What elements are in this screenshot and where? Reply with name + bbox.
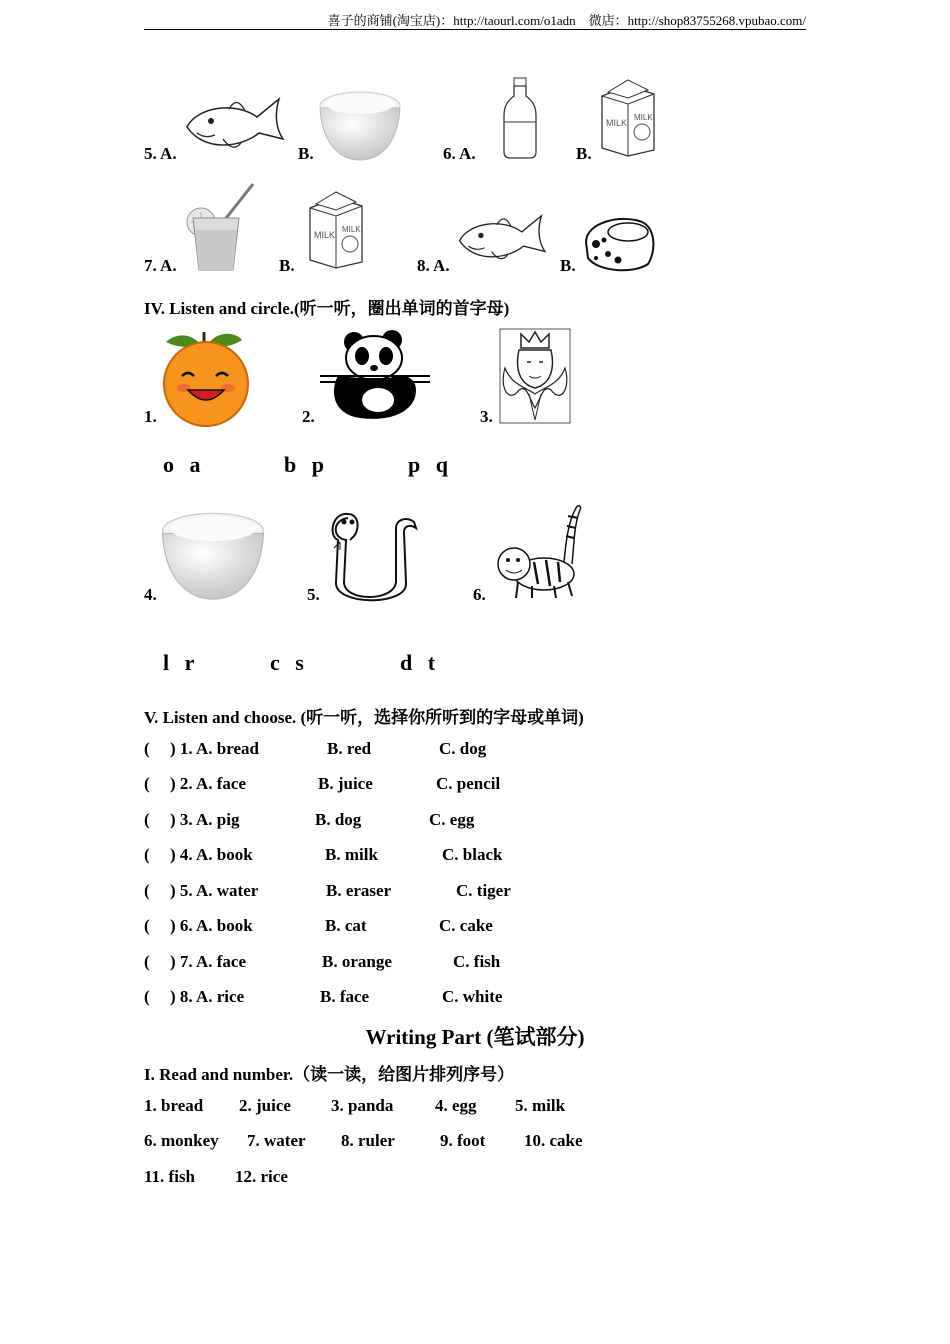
svg-text:MILK: MILK (606, 118, 628, 128)
q7-label-b: B. (279, 256, 295, 275)
svg-text:MILK: MILK (314, 230, 336, 240)
q6-option-b: B. cat (325, 916, 367, 935)
panda-icon (320, 330, 430, 424)
s4-letters-4: l r (163, 650, 195, 675)
q7-option-c: C. fish (453, 952, 501, 971)
q5-label-b: B. (298, 144, 314, 163)
q3-open-paren: ( (144, 810, 150, 829)
q1-option-c: C. dog (439, 739, 487, 758)
tiger-icon (494, 502, 584, 602)
word-4: 4. egg (435, 1096, 477, 1115)
word-7: 7. water (247, 1131, 306, 1150)
q4-option-c: C. black (442, 845, 503, 864)
word-9: 9. foot (440, 1131, 486, 1150)
rice-bowl-icon (160, 508, 266, 602)
q2-open-paren: ( (144, 774, 150, 793)
word-6: 6. monkey (144, 1131, 219, 1150)
word-3: 3. panda (331, 1096, 394, 1115)
q3-text: 3. A. pig (179, 810, 240, 829)
q4-close-paren: ) (170, 845, 176, 864)
q4-open-paren: ( (144, 845, 150, 864)
section-v-title: V. Listen and choose. (听一听，选择你所听到的字母或单词) (144, 708, 584, 727)
q6-text: 6. A. book (179, 916, 253, 935)
q1-option-a (170, 739, 259, 759)
q6-option-c: C. cake (439, 916, 493, 935)
word-5: 5. milk (515, 1096, 566, 1115)
fish-icon (183, 93, 291, 157)
s4-letters-1: o a (163, 452, 201, 477)
fish-icon (456, 210, 552, 268)
word-12: 12. rice (235, 1167, 288, 1186)
s4-q3-num: 3. (480, 407, 493, 426)
s4-q1-num: 1. (144, 407, 157, 426)
q6-option-a (170, 916, 253, 936)
q4-option-b: B. milk (325, 845, 378, 864)
q1-close-paren: ) (170, 739, 176, 758)
queen-icon (499, 328, 571, 424)
svg-text:MILK: MILK (634, 113, 653, 122)
q3-option-a (170, 810, 239, 830)
s4-q6-num: 6. (473, 585, 486, 604)
q5-open-paren: ( (144, 881, 150, 900)
q5-option-b: B. eraser (326, 881, 392, 900)
s4-q2-num: 2. (302, 407, 315, 426)
q5-text: 5. A. water (179, 881, 259, 900)
writing-section-i-title: I. Read and number.（读一读，给图片排列序号） (144, 1065, 515, 1084)
word-8: 8. ruler (341, 1131, 395, 1150)
q3-option-b: B. dog (315, 810, 362, 829)
q5-close-paren: ) (170, 881, 176, 900)
q5-option-a (170, 881, 258, 901)
q5-option-c: C. tiger (456, 881, 511, 900)
q4-option-a (170, 845, 253, 865)
q2-text: 2. A. face (179, 774, 247, 793)
word-11: 11. fish (144, 1167, 196, 1186)
s4-letters-3: p q (408, 452, 448, 477)
rice-bowl-icon (318, 88, 402, 162)
orange-icon (160, 326, 252, 424)
q8-label-a: 8. A. (417, 256, 450, 275)
header-divider (144, 29, 806, 30)
q8-close-paren: ) (170, 987, 176, 1006)
milk-carton-icon (306, 190, 366, 270)
word-1: 1. bread (144, 1096, 204, 1115)
water-bottle-icon (500, 76, 540, 160)
q8-option-a (170, 987, 244, 1007)
word-2: 2. juice (239, 1096, 291, 1115)
q6-label-a: 6. A. (443, 144, 476, 163)
q1-option-b: B. red (327, 739, 372, 758)
s4-q4-num: 4. (144, 585, 157, 604)
s4-letters-2: b p (284, 452, 324, 477)
q7-label-a: 7. A. (144, 256, 177, 275)
snake-icon (330, 508, 420, 602)
q1-text: 1. A. bread (179, 739, 259, 758)
section-iv-title: IV. Listen and circle.(听一听，圈出单词的首字母) (144, 299, 510, 318)
q8-open-paren: ( (144, 987, 150, 1006)
q4-text: 4. A. book (179, 845, 253, 864)
milk-carton-icon (598, 78, 658, 158)
q7-close-paren: ) (170, 952, 176, 971)
s4-letters-5: c s (270, 650, 304, 675)
q8-text: 8. A. rice (179, 987, 245, 1006)
q6-label-b: B. (576, 144, 592, 163)
q8-label-b: B. (560, 256, 576, 275)
cheese-icon (582, 212, 658, 274)
q6-close-paren: ) (170, 916, 176, 935)
q6-open-paren: ( (144, 916, 150, 935)
q7-option-a (170, 952, 246, 972)
s4-letters-6: d t (400, 650, 436, 675)
q2-option-a (170, 774, 246, 794)
q3-option-c: C. egg (429, 810, 475, 829)
q3-close-paren: ) (170, 810, 176, 829)
writing-part-title: Writing Part (笔试部分) (365, 1025, 585, 1049)
q1-open-paren: ( (144, 739, 150, 758)
page-header: 喜子的商铺(淘宝店)：http://taourl.com/o1adn 微店：http://shop83755268.vpubao.com/ (327, 13, 806, 28)
s4-q5-num: 5. (307, 585, 320, 604)
q7-text: 7. A. face (179, 952, 247, 971)
juice-glass-icon (183, 182, 259, 274)
word-10: 10. cake (524, 1131, 583, 1150)
q2-option-c: C. pencil (436, 774, 501, 793)
q8-option-c: C. white (442, 987, 503, 1006)
q5-label-a: 5. A. (144, 144, 177, 163)
q7-open-paren: ( (144, 952, 150, 971)
q7-option-b: B. orange (322, 952, 392, 971)
q8-option-b: B. face (320, 987, 370, 1006)
q2-close-paren: ) (170, 774, 176, 793)
q2-option-b: B. juice (318, 774, 373, 793)
svg-text:MILK: MILK (342, 225, 361, 234)
